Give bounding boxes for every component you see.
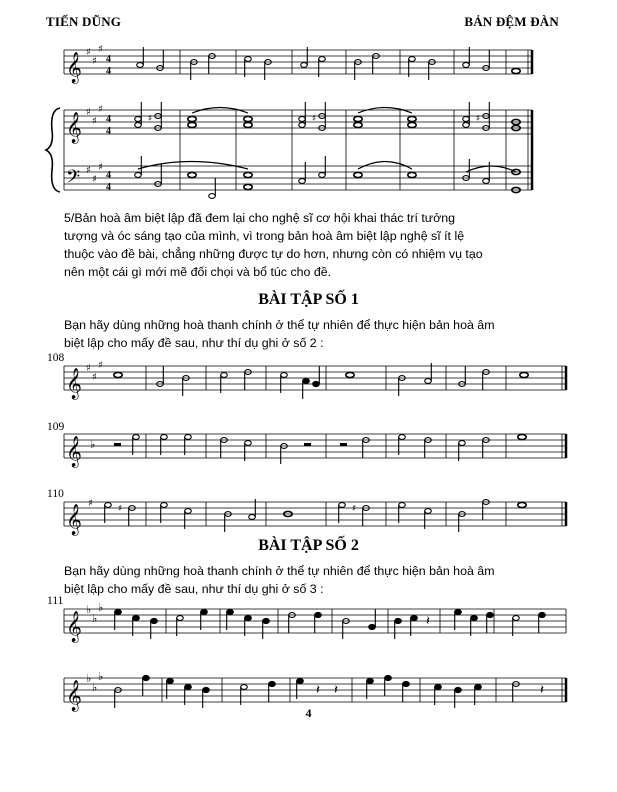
svg-text:♯: ♯ [312, 114, 317, 124]
exercise2-title: BÀI TẬP SỐ 2 [258, 537, 359, 554]
staff-exercise-110 [0, 494, 617, 538]
svg-text:♯: ♯ [352, 504, 357, 514]
exercise-number-110: 110 [47, 488, 64, 500]
svg-text:♯: ♯ [148, 114, 153, 124]
svg-text:♯: ♯ [98, 360, 103, 371]
svg-text:♭: ♭ [86, 672, 92, 685]
svg-text:𝄞: 𝄞 [66, 436, 82, 467]
svg-text:♭: ♭ [90, 438, 96, 451]
svg-text:𝄞: 𝄞 [66, 504, 82, 535]
svg-text:𝄞: 𝄞 [66, 112, 82, 143]
svg-text:𝄽: 𝄽 [426, 614, 430, 629]
header-right: BẢN ĐỆM ĐÀN [464, 14, 559, 29]
exercise-number-111: 111 [47, 595, 64, 607]
svg-text:♭: ♭ [98, 601, 104, 614]
svg-text:4: 4 [106, 66, 111, 77]
svg-text:4: 4 [106, 126, 111, 137]
svg-text:𝄞: 𝄞 [66, 52, 82, 83]
svg-text:𝄞: 𝄞 [66, 611, 82, 642]
svg-text:♯: ♯ [86, 363, 91, 374]
exercise1-instruction-1: Bạn hãy dùng những hoà thanh chính ở thể tự nhiên để thực hiện bản hoà âm [64, 318, 495, 332]
exercise2-instruction-1: Bạn hãy dùng những hoà thanh chính ở thể tự nhiên để thực hiện bản hoà âm [64, 564, 495, 578]
svg-text:♭: ♭ [92, 681, 98, 694]
svg-text:♯: ♯ [98, 162, 103, 173]
exercise1-title: BÀI TẬP SỐ 1 [258, 291, 359, 308]
svg-text:♭: ♭ [86, 603, 92, 616]
staff-exercise-111-line1 [0, 601, 617, 645]
page-number: 4 [305, 706, 312, 720]
svg-text:♯: ♯ [92, 56, 97, 67]
intro-line-4: nên một cái gì mới mẽ đối chọi và bổ túc cho đề. [64, 265, 332, 279]
exercise-number-108: 108 [47, 352, 65, 364]
svg-text:𝄽: 𝄽 [334, 683, 338, 698]
staff-exercise-109 [0, 426, 617, 470]
exercise1-instruction-2: biệt lập cho mấy đề sau, như thí dụ ghi ở số 2 : [64, 336, 324, 350]
exercise2-instruction-2: biệt lập cho mấy đề sau, như thí dụ ghi ở số 3 : [64, 582, 324, 596]
header-left: TIẾN DŨNG [46, 14, 122, 29]
svg-text:𝄽: 𝄽 [316, 683, 320, 698]
svg-text:♯: ♯ [88, 498, 93, 509]
svg-text:4: 4 [106, 170, 111, 181]
svg-text:4: 4 [106, 114, 111, 125]
svg-text:4: 4 [106, 182, 111, 193]
svg-text:♯: ♯ [92, 116, 97, 127]
svg-text:♯: ♯ [98, 44, 103, 55]
exercise-number-109: 109 [47, 421, 65, 433]
svg-text:♭: ♭ [98, 670, 104, 683]
intro-line-3: thuộc vào đề bài, chẳng những được tự do hơn, nhưng còn có nhiệm vụ tạo [64, 247, 483, 261]
svg-text:𝄞: 𝄞 [66, 680, 82, 711]
svg-text:♯: ♯ [86, 47, 91, 58]
svg-text:♯: ♯ [476, 114, 481, 124]
svg-text:𝄽: 𝄽 [540, 683, 544, 698]
svg-text:♯: ♯ [98, 104, 103, 115]
intro-line-1: 5/Bản hoà âm biệt lập đã đem lại cho nghệ sĩ cơ hội khai thác trí tưởng [64, 211, 455, 225]
svg-text:♭: ♭ [92, 612, 98, 625]
svg-text:4: 4 [106, 54, 111, 65]
intro-line-2: tượng và óc sáng tạo của mình, vì trong bản hoà âm biệt lập nghệ sĩ ít lệ [64, 229, 465, 243]
svg-text:♯: ♯ [86, 107, 91, 118]
svg-text:♯: ♯ [92, 174, 97, 185]
svg-text:♯: ♯ [86, 165, 91, 176]
svg-text:♯: ♯ [92, 372, 97, 383]
svg-text:𝄢: 𝄢 [66, 167, 81, 192]
system-example-piano [0, 94, 617, 206]
svg-text:𝄞: 𝄞 [66, 368, 82, 399]
system-example-melody [0, 42, 617, 82]
staff-exercise-108 [0, 358, 617, 402]
svg-text:♯: ♯ [118, 504, 123, 514]
